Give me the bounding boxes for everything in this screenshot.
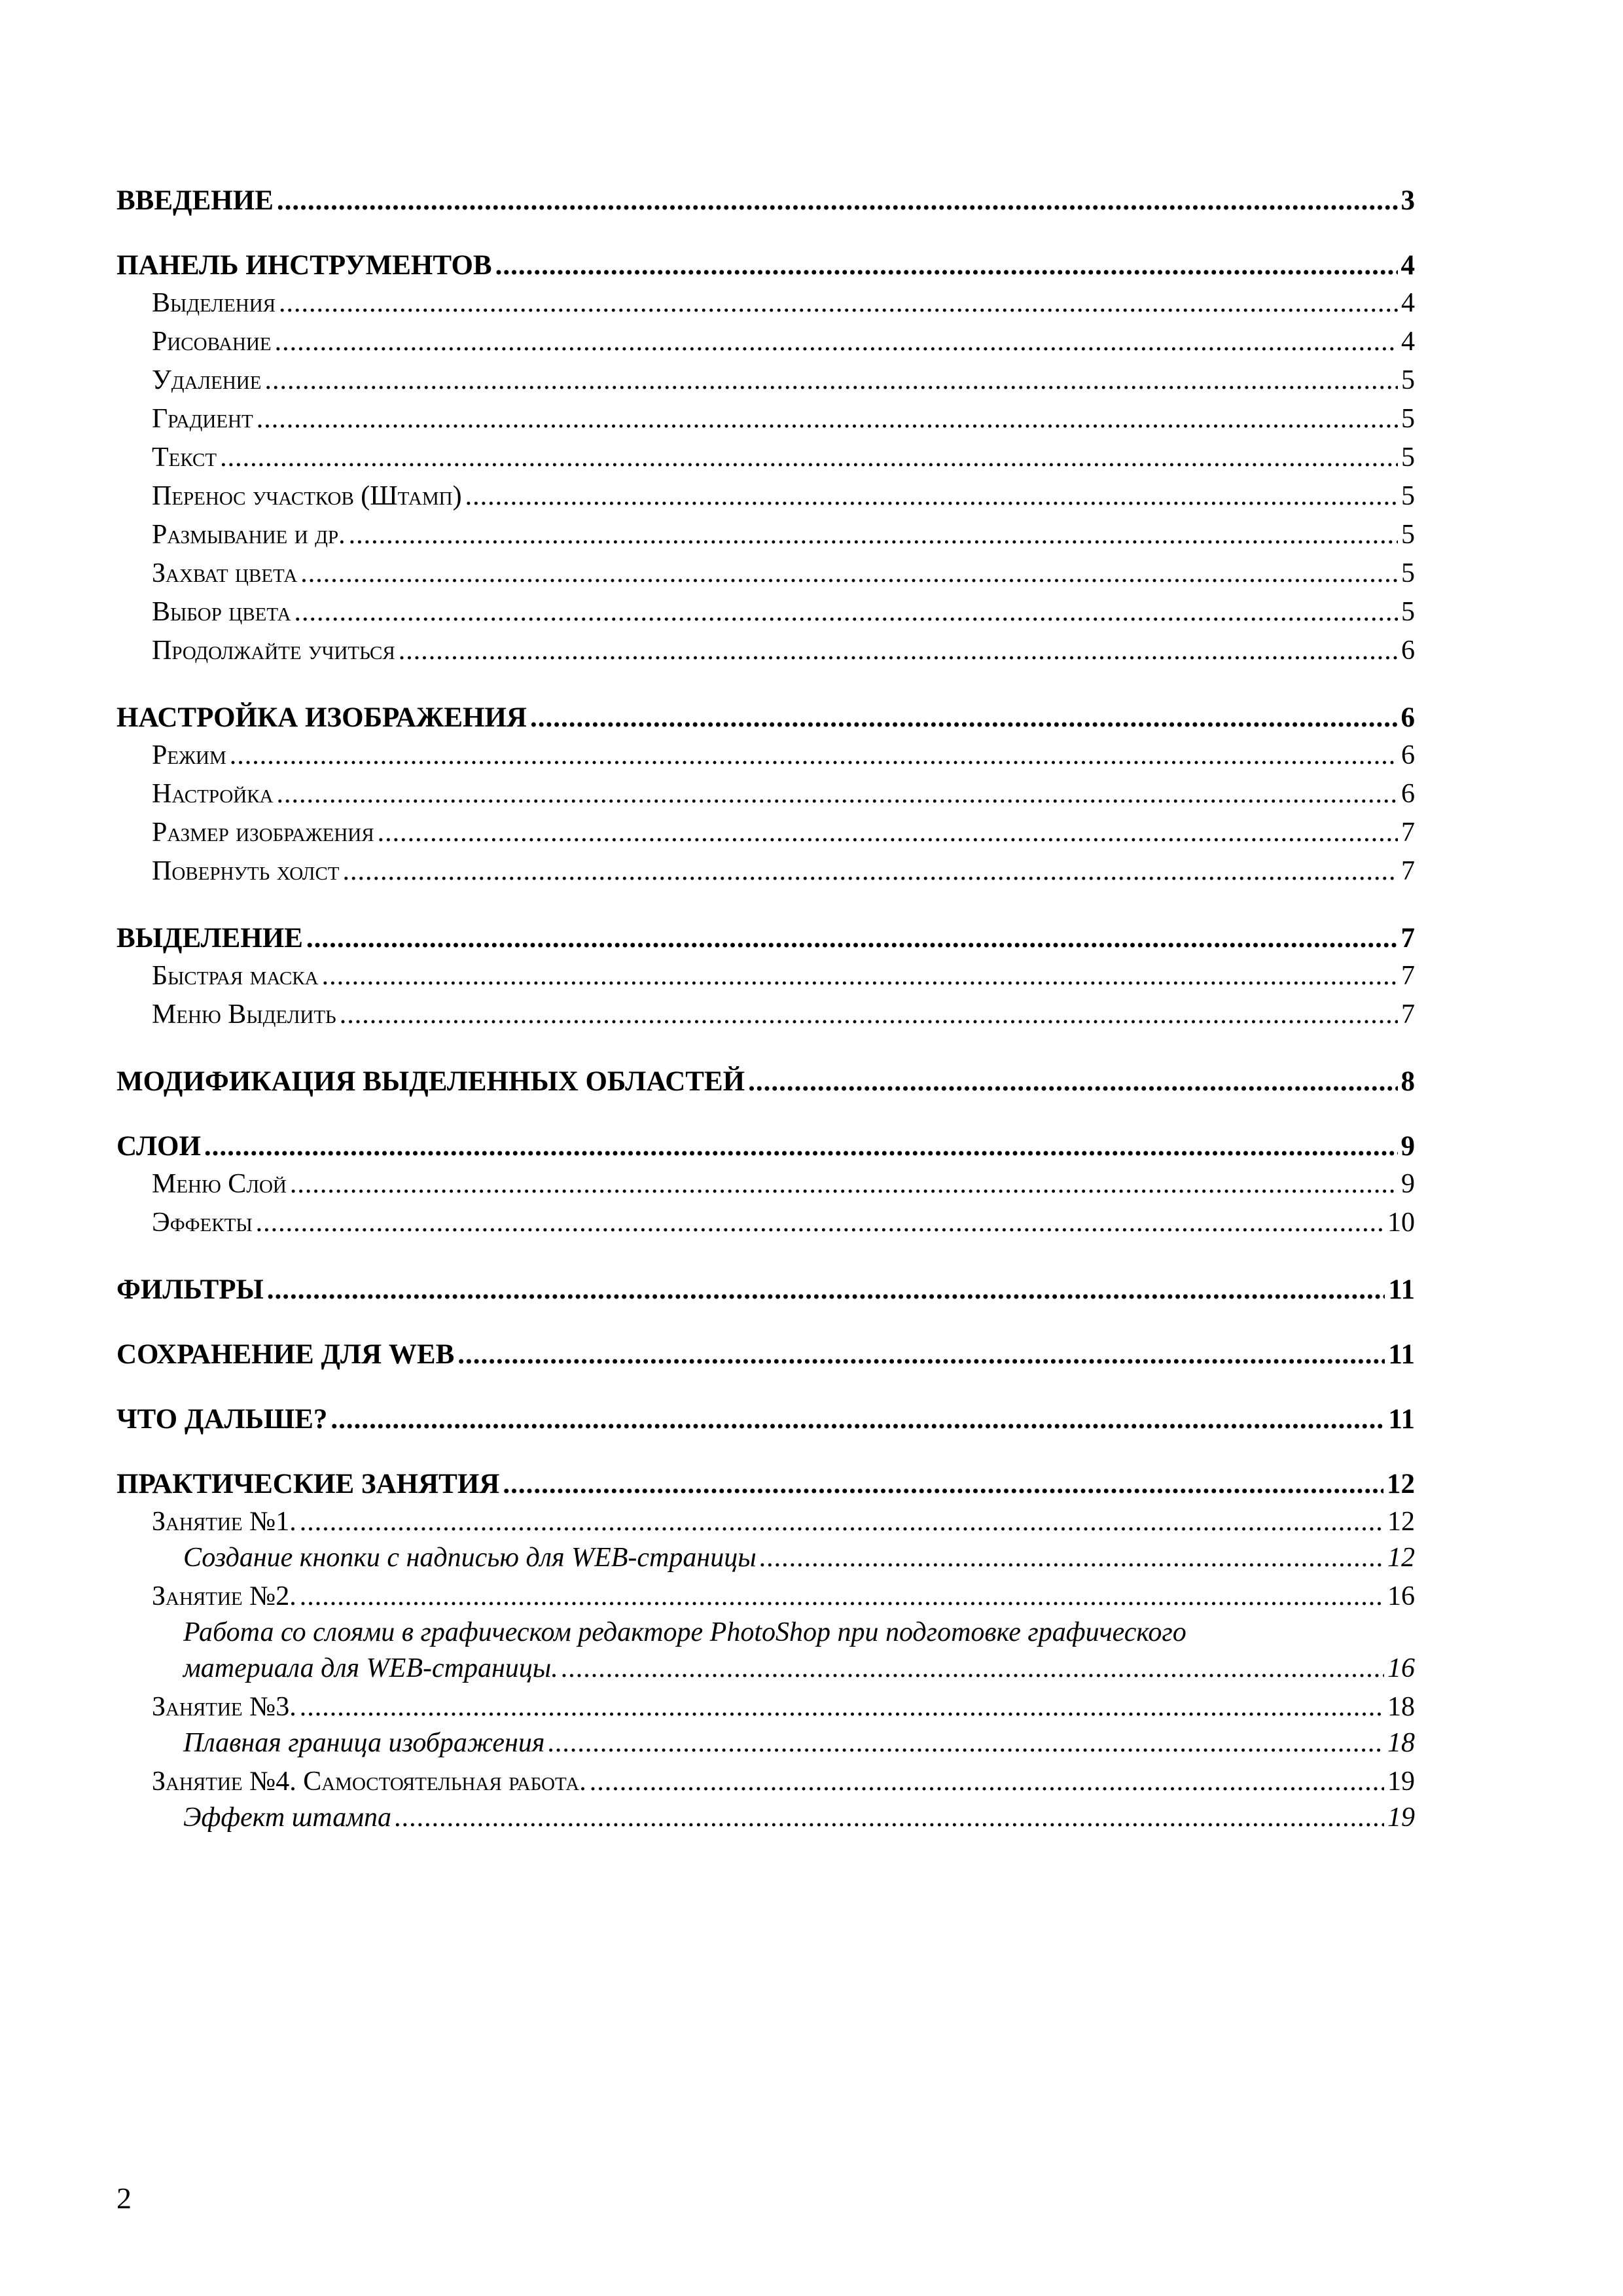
toc-dot-leader [562, 1651, 1384, 1687]
toc-entry-title: ВЫДЕЛЕНИЕ [116, 923, 303, 954]
toc-page-number: 5 [1401, 404, 1415, 434]
toc-subentry[interactable] [116, 815, 1415, 851]
toc-subentry[interactable] [116, 1166, 1415, 1202]
toc-dot-leader [340, 997, 1398, 1033]
toc-entry-title: МОДИФИКАЦИЯ ВЫДЕЛЕННЫХ ОБЛАСТЕЙ [116, 1066, 745, 1097]
toc-subentry-title: Продолжайте учиться [152, 636, 395, 666]
toc-entry-image-setup[interactable] [116, 702, 1415, 734]
toc-subentry[interactable] [116, 556, 1415, 592]
toc-subentry-title: Размер изображения [152, 817, 374, 848]
toc-dot-leader [465, 478, 1398, 514]
toc-dot-leader [495, 249, 1398, 281]
toc-page-number: 19 [1387, 1803, 1415, 1833]
toc-subentry-lesson2[interactable] [116, 1579, 1415, 1615]
toc-entry-intro[interactable] [116, 185, 1415, 217]
toc-entry-title: НАСТРОЙКА ИЗОБРАЖЕНИЯ [116, 702, 527, 733]
toc-subentry-title: Настройка [152, 779, 274, 809]
toc-entry-practice[interactable] [116, 1468, 1415, 1500]
toc-subentry-title: Выделения [152, 288, 276, 318]
toc-page-number: 10 [1387, 1208, 1415, 1238]
toc-subentry-title: Занятие №4. Самостоятельная работа. [152, 1767, 586, 1797]
toc-page-number: 5 [1401, 597, 1415, 627]
toc-subentry-title: Режим [152, 740, 226, 770]
toc-entry-title: ПАНЕЛЬ ИНСТРУМЕНТОВ [116, 250, 492, 281]
toc-page-number: 16 [1387, 1581, 1415, 1611]
toc-page-number: 7 [1401, 961, 1415, 991]
toc-entry-title: СЛОИ [116, 1131, 201, 1162]
toc-page-number: 5 [1401, 520, 1415, 550]
toc-entry-title: СОХРАНЕНИЕ ДЛЯ WEB [116, 1339, 455, 1370]
toc-page-number: 4 [1401, 288, 1415, 318]
toc-dot-leader [548, 1725, 1384, 1761]
toc-page-number: 7 [1401, 817, 1415, 848]
toc-dot-leader [256, 1205, 1384, 1241]
toc-subentry-title: Занятие №1. [152, 1507, 296, 1537]
toc-subentry-title: Выбор цвета [152, 597, 291, 627]
toc-subsubentry-title: Эффект штампа [183, 1803, 392, 1833]
toc-page-number: 6 [1401, 779, 1415, 809]
toc-subentry-title: Меню Выделить [152, 999, 336, 1030]
toc-page-number: 11 [1388, 1339, 1415, 1370]
toc-subentry[interactable] [116, 1205, 1415, 1241]
toc-entry-layers[interactable] [116, 1130, 1415, 1162]
toc-subentry-lesson4[interactable] [116, 1764, 1415, 1800]
toc-page-number: 18 [1387, 1692, 1415, 1722]
toc-entry-filters[interactable] [116, 1274, 1415, 1306]
toc-dot-leader [503, 1468, 1383, 1500]
toc-entry-title: ПРАКТИЧЕСКИЕ ЗАНЯТИЯ [116, 1469, 500, 1499]
toc-page-number: 7 [1400, 923, 1415, 954]
toc-dot-leader [267, 1274, 1385, 1306]
toc-dot-leader [290, 1166, 1398, 1202]
toc-page-number: 5 [1401, 442, 1415, 473]
toc-dot-leader [530, 702, 1398, 734]
toc-dot-leader [300, 1579, 1384, 1615]
toc-entry-title: ФИЛЬТРЫ [116, 1274, 264, 1305]
toc-page-number: 11 [1388, 1274, 1415, 1305]
toc-page-number: 5 [1401, 365, 1415, 395]
toc-dot-leader [457, 1338, 1385, 1371]
toc-subentry-title: Перенос участков (Штамп) [152, 481, 462, 511]
toc-subentry-title: Рисование [152, 327, 272, 357]
toc-dot-leader [264, 363, 1398, 399]
toc-subsubentry[interactable] [116, 1540, 1415, 1576]
toc-subentry-title: Захват цвета [152, 558, 298, 588]
toc-dot-leader [300, 1689, 1384, 1725]
toc-page-number: 18 [1387, 1728, 1415, 1758]
toc-page-number: 6 [1401, 740, 1415, 770]
toc-subentry-title: Меню Слой [152, 1169, 287, 1199]
toc-dot-leader [330, 1403, 1385, 1435]
toc-page-number: 9 [1400, 1131, 1415, 1162]
toc-page-number: 19 [1387, 1767, 1415, 1797]
toc-dot-leader [760, 1540, 1384, 1576]
toc-dot-leader [306, 922, 1398, 954]
toc-subentry[interactable] [116, 853, 1415, 889]
toc-entry-whats-next[interactable] [116, 1403, 1415, 1435]
toc-entry-modification[interactable] [116, 1066, 1415, 1098]
toc-dot-leader [204, 1130, 1398, 1162]
toc-dot-leader [343, 853, 1399, 889]
toc-dot-leader [399, 633, 1398, 669]
toc-dot-leader [277, 185, 1398, 217]
toc-dot-leader [277, 776, 1398, 812]
toc-subentry[interactable] [116, 738, 1415, 774]
toc-subentry-title: Текст [152, 442, 217, 473]
toc-page-number: 4 [1401, 327, 1415, 357]
page-number: 2 [116, 2181, 132, 2215]
toc-dot-leader [300, 556, 1398, 592]
toc-subentry[interactable] [116, 776, 1415, 812]
toc-page-number: 12 [1387, 1507, 1415, 1537]
toc-subentry[interactable] [116, 285, 1415, 321]
toc-subentry-title: Удаление [152, 365, 262, 395]
toc-entry-toolbar[interactable] [116, 249, 1415, 281]
toc-page-number: 8 [1400, 1066, 1415, 1097]
toc-subentry[interactable] [116, 324, 1415, 360]
toc-dot-leader [349, 517, 1398, 553]
toc-page-number: 7 [1401, 999, 1415, 1030]
toc-page-number: 4 [1400, 250, 1415, 281]
toc-entry-title: ЧТО ДАЛЬШЕ? [116, 1404, 328, 1435]
toc-entry-selection[interactable] [116, 922, 1415, 954]
toc-entry-title: ВВЕДЕНИЕ [116, 185, 274, 216]
toc-subentry-lesson3[interactable] [116, 1689, 1415, 1725]
toc-page-number: 7 [1401, 856, 1415, 886]
toc-page-number: 12 [1387, 1543, 1415, 1573]
toc-subentry-title: Градиент [152, 404, 253, 434]
toc-dot-leader [395, 1800, 1384, 1836]
toc-dot-leader [230, 738, 1398, 774]
toc-subsubentry-title: Плавная граница изображения [183, 1728, 545, 1758]
toc-subentry-lesson1[interactable] [116, 1504, 1415, 1540]
toc-subentry[interactable] [116, 478, 1415, 514]
toc-dot-leader [590, 1764, 1384, 1800]
toc-subsubentry[interactable] [116, 1725, 1415, 1761]
toc-subentry[interactable] [116, 440, 1415, 476]
toc-page-number: 6 [1401, 636, 1415, 666]
toc-dot-leader [220, 440, 1398, 476]
toc-dot-leader [275, 324, 1398, 360]
toc-dot-leader [257, 401, 1398, 437]
toc-subentry-title: Быстрая маска [152, 961, 319, 991]
toc-subentry[interactable] [116, 958, 1415, 994]
toc-entry-save-web[interactable] [116, 1338, 1415, 1371]
toc-dot-leader [378, 815, 1398, 851]
toc-subentry-title: Занятие №2. [152, 1581, 296, 1611]
toc-subentry-title: Занятие №3. [152, 1692, 296, 1722]
toc-subsubentry-line1[interactable]: Работа со слоями в графическом редакторе PhotoShop при подготовке графического [183, 1617, 1186, 1647]
toc-page-number: 12 [1387, 1469, 1415, 1499]
toc-subentry[interactable] [116, 997, 1415, 1033]
toc-page-number: 3 [1400, 185, 1415, 216]
toc-dot-leader [279, 285, 1398, 321]
toc-subentry[interactable] [116, 633, 1415, 669]
toc-page-number: 6 [1400, 702, 1415, 733]
toc-subentry[interactable] [116, 517, 1415, 553]
toc-dot-leader [322, 958, 1398, 994]
toc-page-number: 5 [1401, 558, 1415, 588]
toc-subentry-title: Эффекты [152, 1208, 253, 1238]
toc-page-number: 5 [1401, 481, 1415, 511]
toc-page-number: 9 [1401, 1169, 1415, 1199]
toc-subentry[interactable] [116, 401, 1415, 437]
toc-subsubentry[interactable] [116, 1651, 1415, 1687]
toc-dot-leader [294, 594, 1398, 630]
toc-subentry[interactable] [116, 594, 1415, 630]
toc-subsubentry[interactable] [116, 1800, 1415, 1836]
toc-subsubentry-title: Создание кнопки с надписью для WEB-страницы [183, 1543, 757, 1573]
toc-subentry[interactable] [116, 363, 1415, 399]
toc-subsubentry-title: материала для WEB-страницы. [183, 1653, 558, 1683]
toc-subentry-title: Размывание и др. [152, 520, 346, 550]
table-of-contents [116, 185, 1415, 1836]
toc-page-number: 11 [1388, 1404, 1415, 1435]
toc-subentry-title: Повернуть холст [152, 856, 340, 886]
toc-dot-leader [748, 1066, 1397, 1098]
toc-page-number: 16 [1387, 1653, 1415, 1683]
toc-dot-leader [300, 1504, 1384, 1540]
